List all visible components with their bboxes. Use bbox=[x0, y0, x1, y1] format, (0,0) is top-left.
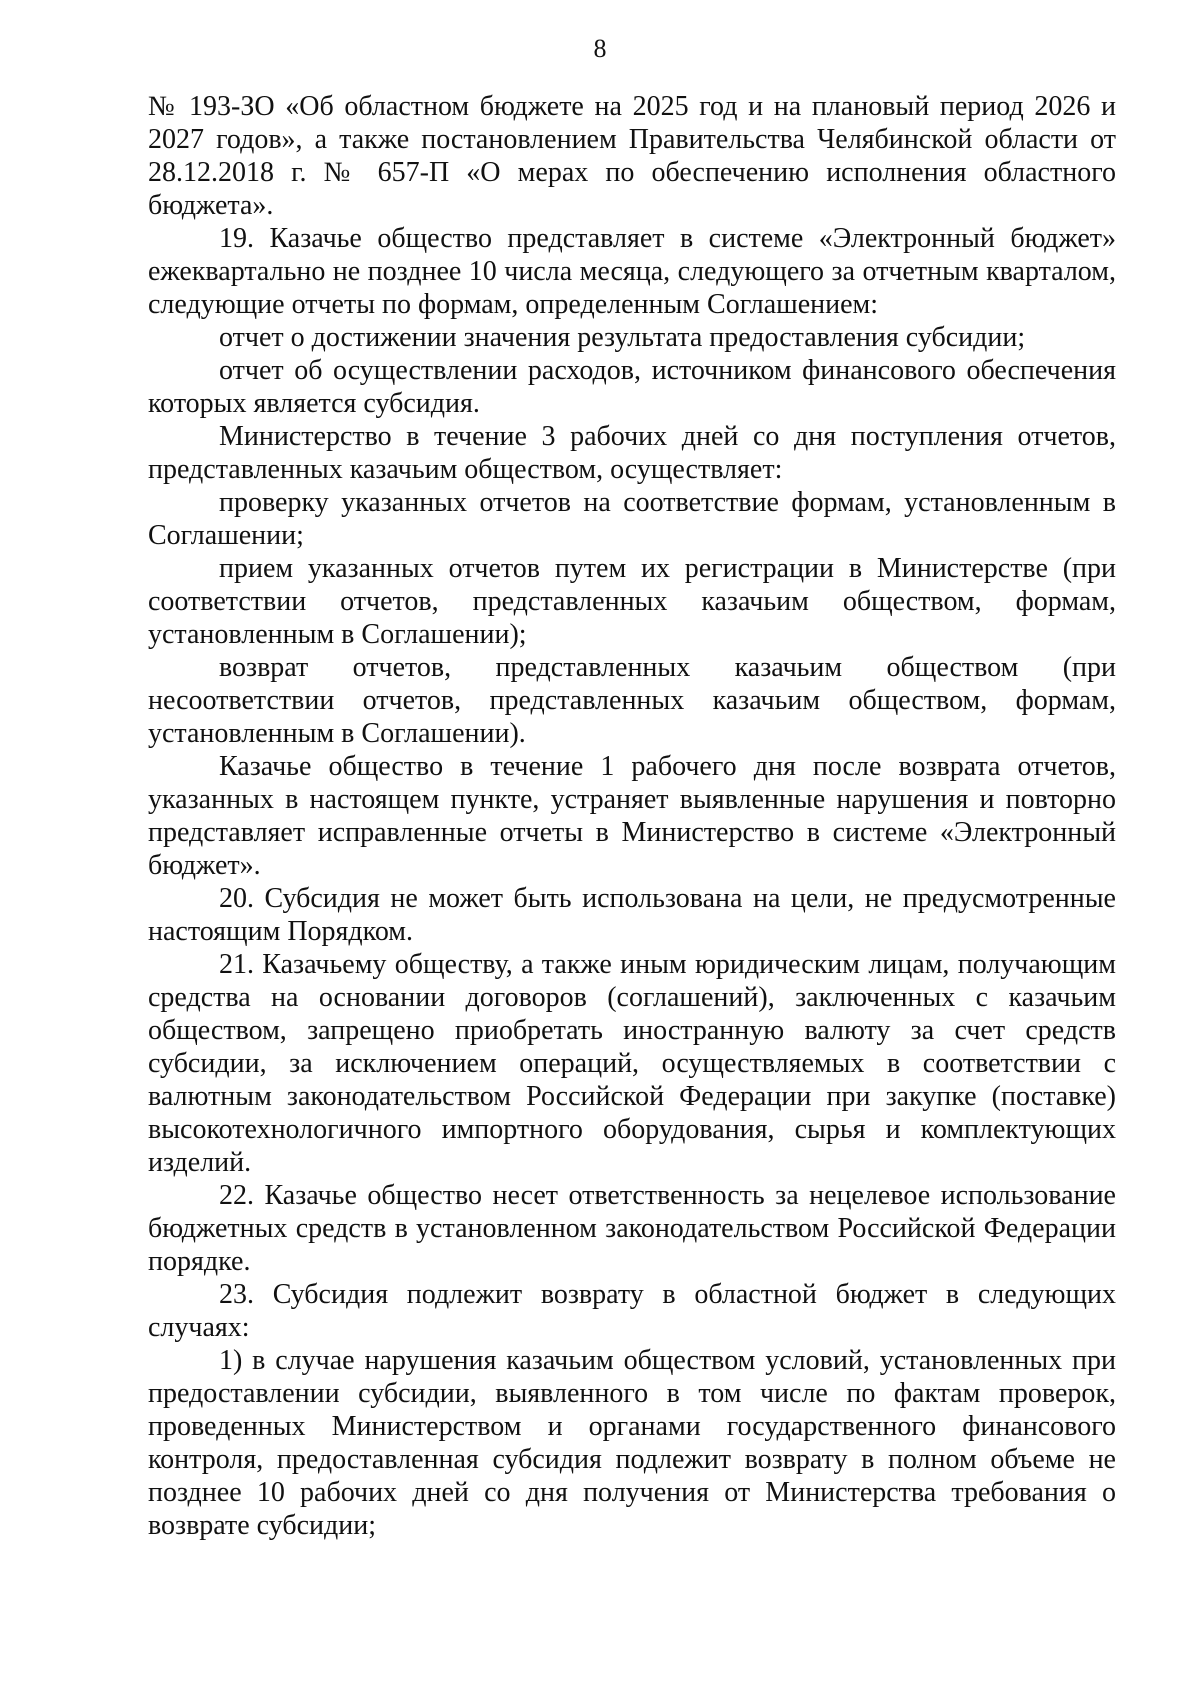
paragraph-item-23-1: 1) в случае нарушения казачьим обществом условий, установленных при предоставлении субсидии, выявленного в том числе по фактам проверок, проведенных Министерством и органами государственного финансового контроля, предоставленная субсидия подлежит возврату в полном объеме не позднее 10 рабочих дней со дня получения от Министерства требования о возврате субсидии; bbox=[148, 1345, 1116, 1541]
paragraph-fix-violations: Казачье общество в течение 1 рабочего дня после возврата отчетов, указанных в настоящем пункте, устраняет выявленные нарушения и повторно представляет исправленные отчеты в Министерство в системе «Электронный бюджет». bbox=[148, 751, 1116, 881]
paragraph-check-reports: проверку указанных отчетов на соответствие формам, установленным в Соглашении; bbox=[148, 487, 1116, 551]
paragraph-continuation: № 193-ЗО «Об областном бюджете на 2025 год и на плановый период 2026 и 2027 годов», а также постановлением Правительства Челябинской области от 28.12.2018 г. № 657-П «О мерах по обеспечению исполнения областного бюджета». bbox=[148, 91, 1116, 221]
paragraph-item-22: 22. Казачье общество несет ответственность за нецелевое использование бюджетных средств в установленном законодательством Российской Федерации порядке. bbox=[148, 1180, 1116, 1277]
paragraph-item-21: 21. Казачьему обществу, а также иным юридическим лицам, получающим средства на основании договоров (соглашений), заключенных с казачьим обществом, запрещено приобретать иностранную валюту за счет средств субсидии, за исключением операций, осуществляемых в соответствии с валютным законодательством Российской Федерации при закупке (поставке) высокотехнологичного импортного оборудования, сырья и комплектующих изделий. bbox=[148, 949, 1116, 1178]
paragraph-item-19: 19. Казачье общество представляет в системе «Электронный бюджет» ежеквартально не позднее 10 числа месяца, следующего за отчетным кварталом, следующие отчеты по формам, определенным Соглашением: bbox=[148, 223, 1116, 320]
paragraph-report-expenses: отчет об осуществлении расходов, источником финансового обеспечения которых является субсидия. bbox=[148, 355, 1116, 419]
paragraph-item-23: 23. Субсидия подлежит возврату в областной бюджет в следующих случаях: bbox=[148, 1279, 1116, 1343]
paragraph-accept-reports: прием указанных отчетов путем их регистрации в Министерстве (при соответствии отчетов, представленных казачьим обществом, формам, установленным в Соглашении); bbox=[148, 553, 1116, 650]
page-number: 8 bbox=[593, 34, 607, 63]
paragraph-report-result: отчет о достижении значения результата предоставления субсидии; bbox=[219, 322, 1026, 353]
document-body bbox=[148, 90, 1116, 1542]
paragraph-ministry-actions: Министерство в течение 3 рабочих дней со дня поступления отчетов, представленных казачьим обществом, осуществляет: bbox=[148, 421, 1116, 485]
paragraph-item-20: 20. Субсидия не может быть использована на цели, не предусмотренные настоящим Порядком. bbox=[148, 883, 1116, 947]
paragraph-return-reports: возврат отчетов, представленных казачьим обществом (при несоответствии отчетов, представленных казачьим обществом, формам, установленным в Соглашении). bbox=[148, 652, 1116, 749]
